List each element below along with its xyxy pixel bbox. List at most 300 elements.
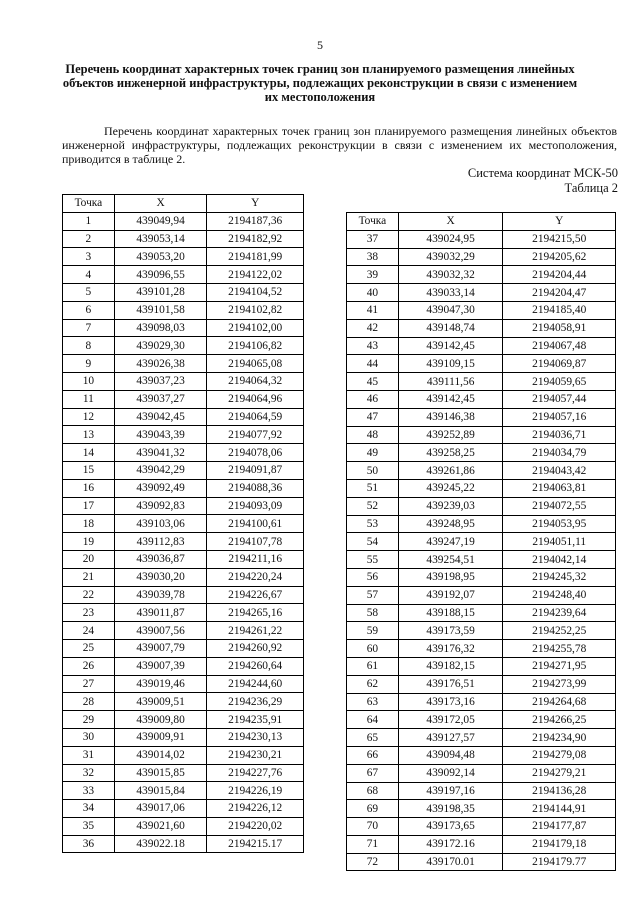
cell-point: 39 (347, 266, 399, 284)
cell-y: 2194204,44 (503, 266, 616, 284)
table-row (347, 640, 616, 658)
cell-point: 58 (347, 604, 399, 622)
table-row (347, 746, 616, 764)
table-row (63, 657, 304, 675)
cell-y: 2194226,12 (207, 800, 304, 818)
cell-y: 2194091,87 (207, 461, 304, 479)
cell-y: 2194264,68 (503, 693, 616, 711)
cell-x: 439127,57 (398, 729, 503, 747)
cell-point: 14 (63, 444, 115, 462)
cell-point: 22 (63, 586, 115, 604)
cell-x: 439042,45 (114, 408, 207, 426)
cell-y: 2194102,00 (207, 319, 304, 337)
table-row (63, 586, 304, 604)
cell-x: 439007,39 (114, 657, 207, 675)
cell-y: 2194271,95 (503, 657, 616, 675)
table-row (63, 639, 304, 657)
cell-point: 6 (63, 301, 115, 319)
cell-x: 439033,14 (398, 284, 503, 302)
cell-point: 62 (347, 675, 399, 693)
cell-point: 7 (63, 319, 115, 337)
cell-point: 10 (63, 372, 115, 390)
cell-point: 15 (63, 461, 115, 479)
cell-y: 2194261,22 (207, 622, 304, 640)
cell-x: 439109,15 (398, 355, 503, 373)
cell-point: 71 (347, 835, 399, 853)
cell-point: 60 (347, 640, 399, 658)
coordinates-table-left (62, 194, 304, 853)
cell-x: 439009,91 (114, 728, 207, 746)
table-row (347, 764, 616, 782)
cell-y: 2194273,99 (503, 675, 616, 693)
cell-x: 439261,86 (398, 462, 503, 480)
cell-y: 2194093,09 (207, 497, 304, 515)
table-row (347, 497, 616, 515)
cell-point: 20 (63, 550, 115, 568)
table-row (63, 675, 304, 693)
cell-y: 2194211,16 (207, 550, 304, 568)
table-row (347, 301, 616, 319)
table-row (347, 266, 616, 284)
cell-y: 2194215,50 (503, 230, 616, 248)
table-row (347, 853, 616, 871)
coordinates-table-right (346, 212, 616, 871)
cell-point: 31 (63, 746, 115, 764)
table-row (63, 515, 304, 533)
cell-point: 63 (347, 693, 399, 711)
cell-x: 439188,15 (398, 604, 503, 622)
cell-x: 439111,56 (398, 373, 503, 391)
cell-x: 439096,55 (114, 266, 207, 284)
table-row (347, 729, 616, 747)
table-row (347, 533, 616, 551)
cell-y: 2194144,91 (503, 800, 616, 818)
cell-point: 19 (63, 533, 115, 551)
table-label: Таблица 2 (564, 181, 618, 195)
table-row (63, 248, 304, 266)
cell-point: 8 (63, 337, 115, 355)
cell-x: 439053,20 (114, 248, 207, 266)
cell-y: 2194220,02 (207, 817, 304, 835)
cell-y: 2194100,61 (207, 515, 304, 533)
cell-y: 2194057,44 (503, 390, 616, 408)
cell-y: 2194122,02 (207, 266, 304, 284)
table-row (347, 230, 616, 248)
cell-point: 33 (63, 782, 115, 800)
table-row (347, 373, 616, 391)
cell-y: 2194227,76 (207, 764, 304, 782)
cell-point: 49 (347, 444, 399, 462)
cell-x: 439101,58 (114, 301, 207, 319)
cell-x: 439192,07 (398, 586, 503, 604)
column-header-x: X (398, 213, 503, 231)
cell-y: 2194252,25 (503, 622, 616, 640)
document-heading: Перечень координат характерных точек границ зон планируемого размещения линейных объектов инженерной инфраструктуры, подлежащих реконструкции в связи с изменением их местоположения (62, 62, 578, 104)
cell-point: 18 (63, 515, 115, 533)
table-row (63, 568, 304, 586)
cell-x: 439022.18 (114, 835, 207, 853)
column-header-point: Точка (63, 195, 115, 213)
table-row (63, 390, 304, 408)
cell-x: 439011,87 (114, 604, 207, 622)
table-row (63, 782, 304, 800)
cell-x: 439030,20 (114, 568, 207, 586)
table-row (63, 693, 304, 711)
cell-y: 2194104,52 (207, 283, 304, 301)
cell-point: 68 (347, 782, 399, 800)
cell-y: 2194230,21 (207, 746, 304, 764)
cell-point: 26 (63, 657, 115, 675)
cell-y: 2194245,32 (503, 568, 616, 586)
cell-y: 2194244,60 (207, 675, 304, 693)
cell-y: 2194106,82 (207, 337, 304, 355)
table-row (347, 337, 616, 355)
cell-point: 47 (347, 408, 399, 426)
cell-x: 439037,23 (114, 372, 207, 390)
cell-y: 2194234,90 (503, 729, 616, 747)
cell-y: 2194064,32 (207, 372, 304, 390)
cell-x: 439009,80 (114, 711, 207, 729)
table-row (347, 551, 616, 569)
table-row (347, 515, 616, 533)
cell-x: 439039,78 (114, 586, 207, 604)
cell-x: 439098,03 (114, 319, 207, 337)
table-row (63, 230, 304, 248)
table-row (63, 604, 304, 622)
cell-x: 439029,30 (114, 337, 207, 355)
cell-x: 439172.16 (398, 835, 503, 853)
cell-y: 2194136,28 (503, 782, 616, 800)
cell-y: 2194179.77 (503, 853, 616, 871)
cell-y: 2194182,92 (207, 230, 304, 248)
cell-point: 66 (347, 746, 399, 764)
cell-point: 38 (347, 248, 399, 266)
cell-y: 2194265,16 (207, 604, 304, 622)
cell-y: 2194064,96 (207, 390, 304, 408)
cell-x: 439036,87 (114, 550, 207, 568)
table-row (347, 586, 616, 604)
cell-y: 2194177,87 (503, 818, 616, 836)
cell-x: 439092,49 (114, 479, 207, 497)
cell-x: 439146,38 (398, 408, 503, 426)
cell-y: 2194064,59 (207, 408, 304, 426)
cell-y: 2194043,42 (503, 462, 616, 480)
cell-x: 439019,46 (114, 675, 207, 693)
cell-x: 439015,84 (114, 782, 207, 800)
cell-y: 2194065,08 (207, 355, 304, 373)
cell-y: 2194181,99 (207, 248, 304, 266)
cell-x: 439092,83 (114, 497, 207, 515)
cell-y: 2194226,67 (207, 586, 304, 604)
cell-point: 1 (63, 212, 115, 230)
cell-point: 30 (63, 728, 115, 746)
cell-point: 28 (63, 693, 115, 711)
cell-y: 2194239,64 (503, 604, 616, 622)
cell-point: 5 (63, 283, 115, 301)
cell-point: 32 (63, 764, 115, 782)
cell-x: 439017,06 (114, 800, 207, 818)
table-row (347, 711, 616, 729)
column-header-x: X (114, 195, 207, 213)
cell-x: 439252,89 (398, 426, 503, 444)
cell-point: 21 (63, 568, 115, 586)
cell-point: 41 (347, 301, 399, 319)
table-row (63, 533, 304, 551)
cell-x: 439173,59 (398, 622, 503, 640)
cell-y: 2194185,40 (503, 301, 616, 319)
cell-y: 2194063,81 (503, 479, 616, 497)
cell-x: 439172,05 (398, 711, 503, 729)
cell-x: 439148,74 (398, 319, 503, 337)
cell-x: 439037,27 (114, 390, 207, 408)
column-header-y: Y (207, 195, 304, 213)
cell-point: 48 (347, 426, 399, 444)
table-row (347, 657, 616, 675)
cell-x: 439021,60 (114, 817, 207, 835)
cell-point: 4 (63, 266, 115, 284)
cell-point: 69 (347, 800, 399, 818)
cell-x: 439032,29 (398, 248, 503, 266)
cell-y: 2194204,47 (503, 284, 616, 302)
table-row (347, 479, 616, 497)
table-row (347, 622, 616, 640)
cell-x: 439101,28 (114, 283, 207, 301)
cell-x: 439043,39 (114, 426, 207, 444)
cell-x: 439142,45 (398, 337, 503, 355)
cell-y: 2194059,65 (503, 373, 616, 391)
column-header-y: Y (503, 213, 616, 231)
cell-x: 439007,79 (114, 639, 207, 657)
cell-y: 2194088,36 (207, 479, 304, 497)
cell-x: 439239,03 (398, 497, 503, 515)
cell-y: 2194034,79 (503, 444, 616, 462)
cell-y: 2194077,92 (207, 426, 304, 444)
cell-x: 439049,94 (114, 212, 207, 230)
cell-point: 55 (347, 551, 399, 569)
cell-x: 439198,35 (398, 800, 503, 818)
cell-x: 439007,56 (114, 622, 207, 640)
cell-x: 439173,16 (398, 693, 503, 711)
cell-point: 46 (347, 390, 399, 408)
cell-x: 439094,48 (398, 746, 503, 764)
table-row (63, 835, 304, 853)
cell-point: 67 (347, 764, 399, 782)
table-row (63, 408, 304, 426)
cell-point: 13 (63, 426, 115, 444)
column-header-point: Точка (347, 213, 399, 231)
cell-x: 439042,29 (114, 461, 207, 479)
intro-paragraph: Перечень координат характерных точек границ зон планируемого размещения линейных объектов инженерной инфраструктуры, подлежащих реконструкции в связи с изменением их местоположения, приводится в таблице 2. (62, 124, 617, 166)
cell-y: 2194260,64 (207, 657, 304, 675)
cell-point: 45 (347, 373, 399, 391)
table-row (347, 835, 616, 853)
cell-x: 439103,06 (114, 515, 207, 533)
cell-x: 439112,83 (114, 533, 207, 551)
cell-x: 439014,02 (114, 746, 207, 764)
table-row (63, 283, 304, 301)
cell-y: 2194255,78 (503, 640, 616, 658)
cell-x: 439009,51 (114, 693, 207, 711)
table-row (63, 622, 304, 640)
cell-y: 2194069,87 (503, 355, 616, 373)
cell-x: 439170.01 (398, 853, 503, 871)
table-row (63, 301, 304, 319)
cell-point: 59 (347, 622, 399, 640)
table-row (347, 444, 616, 462)
cell-point: 43 (347, 337, 399, 355)
cell-y: 2194235,91 (207, 711, 304, 729)
table-row (347, 408, 616, 426)
table-row (63, 319, 304, 337)
table-row (63, 372, 304, 390)
cell-point: 40 (347, 284, 399, 302)
table-row (63, 711, 304, 729)
table-row (347, 693, 616, 711)
cell-point: 72 (347, 853, 399, 871)
cell-point: 2 (63, 230, 115, 248)
cell-point: 54 (347, 533, 399, 551)
cell-point: 29 (63, 711, 115, 729)
table-row (63, 728, 304, 746)
cell-point: 12 (63, 408, 115, 426)
cell-point: 25 (63, 639, 115, 657)
cell-y: 2194107,78 (207, 533, 304, 551)
cell-point: 9 (63, 355, 115, 373)
table-row (63, 497, 304, 515)
cell-point: 52 (347, 497, 399, 515)
table-row (63, 764, 304, 782)
cell-point: 53 (347, 515, 399, 533)
cell-point: 70 (347, 818, 399, 836)
cell-point: 37 (347, 230, 399, 248)
cell-x: 439176,32 (398, 640, 503, 658)
table-row (63, 426, 304, 444)
cell-y: 2194205,62 (503, 248, 616, 266)
cell-x: 439245,22 (398, 479, 503, 497)
table-row (63, 337, 304, 355)
table-row (63, 461, 304, 479)
cell-point: 61 (347, 657, 399, 675)
cell-x: 439142,45 (398, 390, 503, 408)
cell-x: 439053,14 (114, 230, 207, 248)
cell-point: 50 (347, 462, 399, 480)
cell-y: 2194179,18 (503, 835, 616, 853)
table-row (347, 390, 616, 408)
cell-point: 3 (63, 248, 115, 266)
cell-y: 2194226,19 (207, 782, 304, 800)
cell-point: 24 (63, 622, 115, 640)
cell-x: 439032,32 (398, 266, 503, 284)
cell-x: 439198,95 (398, 568, 503, 586)
cell-y: 2194058,91 (503, 319, 616, 337)
cell-x: 439248,95 (398, 515, 503, 533)
table-row (347, 675, 616, 693)
cell-y: 2194279,21 (503, 764, 616, 782)
table-row (347, 355, 616, 373)
cell-x: 439254,51 (398, 551, 503, 569)
table-row (347, 426, 616, 444)
table-row (347, 604, 616, 622)
cell-point: 17 (63, 497, 115, 515)
table-row (63, 746, 304, 764)
table-row (63, 800, 304, 818)
table-row (63, 479, 304, 497)
cell-x: 439024,95 (398, 230, 503, 248)
table-row (347, 818, 616, 836)
table-row (63, 212, 304, 230)
cell-x: 439247,19 (398, 533, 503, 551)
cell-point: 42 (347, 319, 399, 337)
cell-x: 439182,15 (398, 657, 503, 675)
cell-x: 439041,32 (114, 444, 207, 462)
cell-y: 2194072,55 (503, 497, 616, 515)
cell-point: 16 (63, 479, 115, 497)
cell-y: 2194236,29 (207, 693, 304, 711)
cell-x: 439026,38 (114, 355, 207, 373)
cell-y: 2194057,16 (503, 408, 616, 426)
cell-point: 64 (347, 711, 399, 729)
cell-point: 36 (63, 835, 115, 853)
table-row (347, 782, 616, 800)
cell-point: 56 (347, 568, 399, 586)
cell-y: 2194187,36 (207, 212, 304, 230)
table-row (347, 319, 616, 337)
cell-y: 2194042,14 (503, 551, 616, 569)
cell-point: 11 (63, 390, 115, 408)
table-row (63, 817, 304, 835)
cell-point: 35 (63, 817, 115, 835)
table-row (63, 266, 304, 284)
table-row (347, 568, 616, 586)
cell-x: 439173,65 (398, 818, 503, 836)
cell-point: 34 (63, 800, 115, 818)
cell-point: 57 (347, 586, 399, 604)
table-row (63, 355, 304, 373)
cell-x: 439015,85 (114, 764, 207, 782)
cell-y: 2194248,40 (503, 586, 616, 604)
cell-point: 65 (347, 729, 399, 747)
cell-x: 439197,16 (398, 782, 503, 800)
table-header-row (63, 195, 304, 213)
cell-point: 51 (347, 479, 399, 497)
cell-y: 2194230,13 (207, 728, 304, 746)
cell-x: 439047,30 (398, 301, 503, 319)
cell-y: 2194078,06 (207, 444, 304, 462)
cell-y: 2194051,11 (503, 533, 616, 551)
cell-y: 2194215.17 (207, 835, 304, 853)
cell-point: 27 (63, 675, 115, 693)
coordinate-system-label: Система координат МСК-50 (467, 166, 618, 180)
cell-point: 44 (347, 355, 399, 373)
table-row (347, 800, 616, 818)
cell-y: 2194266,25 (503, 711, 616, 729)
table-header-row (347, 213, 616, 231)
cell-y: 2194260,92 (207, 639, 304, 657)
cell-x: 439176,51 (398, 675, 503, 693)
cell-y: 2194036,71 (503, 426, 616, 444)
cell-y: 2194220,24 (207, 568, 304, 586)
cell-point: 23 (63, 604, 115, 622)
table-row (347, 248, 616, 266)
cell-y: 2194279,08 (503, 746, 616, 764)
cell-x: 439092,14 (398, 764, 503, 782)
table-row (347, 284, 616, 302)
table-row (347, 462, 616, 480)
cell-y: 2194102,82 (207, 301, 304, 319)
table-row (63, 444, 304, 462)
cell-y: 2194053,95 (503, 515, 616, 533)
cell-y: 2194067,48 (503, 337, 616, 355)
